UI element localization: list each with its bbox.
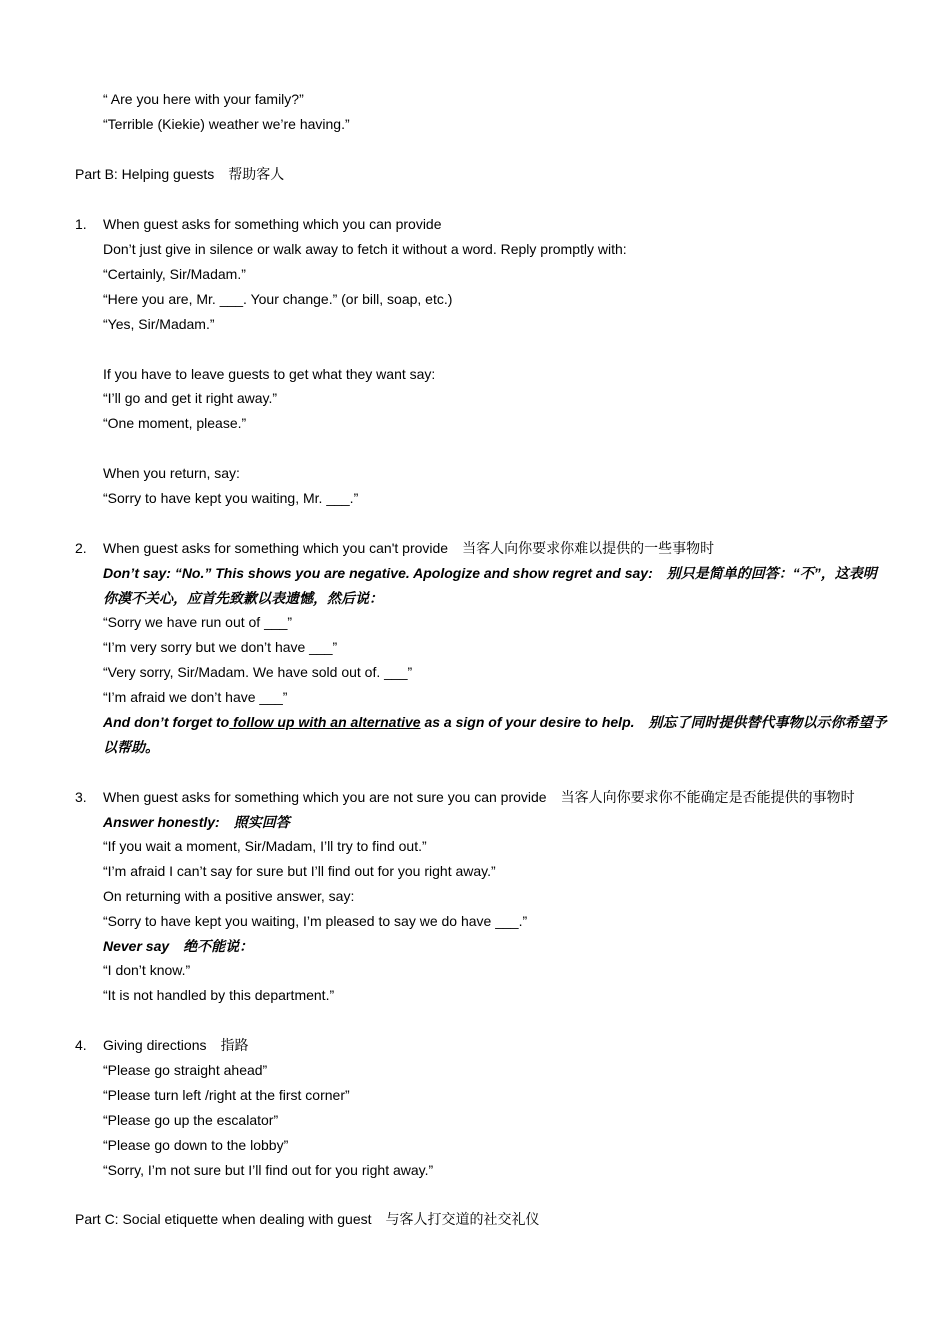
section-3-line: “If you wait a moment, Sir/Madam, I’ll try to find out.” [103, 838, 427, 854]
section-2-heading-cn: 当客人向你要求你难以提供的一些事物时 [462, 540, 715, 556]
section-4-heading-cn: 指路 [220, 1037, 249, 1053]
section-1-line: “Certainly, Sir/Madam.” [103, 266, 246, 282]
section-1-line: “One moment, please.” [103, 415, 247, 431]
section-4-line: “Please go down to the lobby” [103, 1137, 289, 1153]
section-1-line: “Sorry to have kept you waiting, Mr. ___.” [103, 490, 359, 506]
section-3-number: 3. [75, 789, 87, 805]
intro-line: “Terrible (Kiekie) weather we’re having.” [103, 116, 350, 132]
section-1-line: “I’ll go and get it right away.” [103, 390, 278, 406]
section-2-tip-cn: 别忘了同时提供替代事物以示你希望予以帮助。 [103, 714, 887, 755]
section-2-line: “Sorry we have run out of ___” [103, 614, 293, 630]
section-3-line: “I don’t know.” [103, 962, 191, 978]
section-3-heading-en: When guest asks for something which you are not sure you can provide [103, 789, 547, 805]
section-1-heading: When guest asks for something which you can provide [103, 216, 442, 232]
section-2-tip-underlined: follow up with an alternative [229, 714, 421, 730]
section-3-line: “I’m afraid I can’t say for sure but I’ll find out for you right away.” [103, 863, 496, 879]
section-2-line: “I’m very sorry but we don’t have ___” [103, 639, 338, 655]
section-3-line: “Sorry to have kept you waiting, I’m pleased to say we do have ___.” [103, 913, 528, 929]
section-4-heading-en: Giving directions [103, 1037, 207, 1053]
section-3-line: On returning with a positive answer, say: [103, 888, 355, 904]
section-1-line: Don’t just give in silence or walk away to fetch it without a word. Reply promptly with: [103, 241, 627, 257]
section-1-line: “Here you are, Mr. ___. Your change.” (or bill, soap, etc.) [103, 291, 453, 307]
section-2-heading-en: When guest asks for something which you can't provide [103, 540, 449, 556]
section-4-number: 4. [75, 1037, 87, 1053]
section-3-heading [103, 785, 930, 810]
section-4-line: “Please go up the escalator” [103, 1112, 279, 1128]
section-2-line: “Very sorry, Sir/Madam. We have sold out of. ___” [103, 664, 413, 680]
section-3-never-label-en: Never say [103, 938, 170, 954]
part-c-title-cn: 与客人打交道的社交礼仪 [385, 1211, 540, 1227]
section-2-line: “I’m afraid we don’t have ___” [103, 689, 288, 705]
section-2-tip [103, 710, 890, 760]
section-1-number: 1. [75, 216, 87, 232]
section-3-heading-cn: 当客人向你要求你不能确定是否能提供的事物时 [560, 789, 855, 805]
section-4-heading [103, 1033, 890, 1058]
section-2-instruction-cn: 别只是简单的回答：“不”，这表明你漠不关心，应首先致歉以表遗憾，然后说： [103, 565, 877, 606]
section-4-line: “Sorry, I’m not sure but I’ll find out for you right away.” [103, 1162, 434, 1178]
section-4-line: “Please go straight ahead” [103, 1062, 268, 1078]
section-1-line: If you have to leave guests to get what they want say: [103, 366, 436, 382]
part-b-heading [75, 162, 890, 187]
section-2-tip-prefix: And don’t forget to [103, 714, 230, 730]
section-2-number: 2. [75, 540, 87, 556]
section-1-line: “Yes, Sir/Madam.” [103, 316, 215, 332]
section-3-answer-label-cn: 照实回答 [233, 814, 290, 830]
section-3-answer-label-en: Answer honestly: [103, 814, 220, 830]
part-b-title-cn: 帮助客人 [228, 166, 285, 182]
intro-line: “ Are you here with your family?” [103, 91, 304, 107]
part-b-title: Part B: Helping guests [75, 166, 215, 182]
section-2-tip-suffix: as a sign of your desire to help. [420, 714, 635, 730]
section-3-line: “It is not handled by this department.” [103, 987, 335, 1003]
section-3-answer-label [103, 810, 890, 835]
section-2-heading [103, 536, 890, 561]
part-c-title: Part C: Social etiquette when dealing with guest [75, 1211, 372, 1227]
section-3-never-label-cn: 绝不能说： [183, 938, 254, 954]
section-3-never-label [103, 934, 890, 959]
part-c-heading [75, 1207, 890, 1232]
section-4-line: “Please turn left /right at the first corner” [103, 1087, 350, 1103]
section-2-instruction [103, 561, 890, 611]
section-2-instruction-en: Don’t say: “No.” This shows you are negative. Apologize and show regret and say: [103, 565, 653, 581]
section-1-line: When you return, say: [103, 465, 240, 481]
